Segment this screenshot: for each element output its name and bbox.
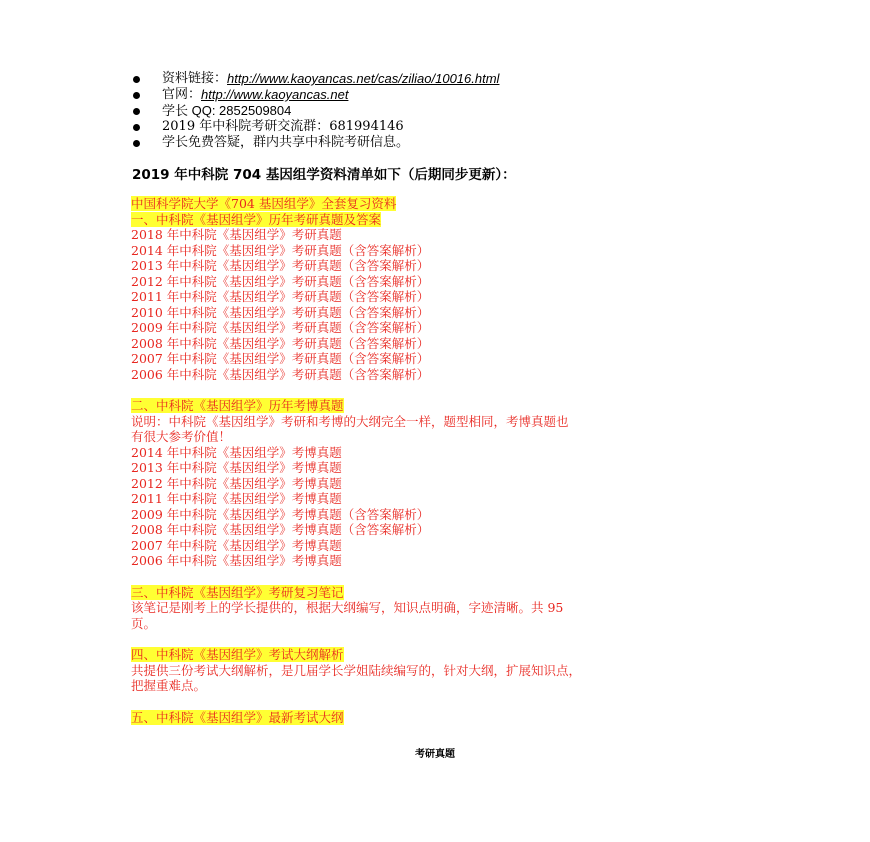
section-2-note: 有很大参考价值！ [131, 429, 232, 444]
list-item: 2011 年中科院《基因组学》考博真题 [131, 491, 342, 506]
list-item: 2006 年中科院《基因组学》考博真题 [131, 553, 342, 568]
list-item: 2012 年中科院《基因组学》考博真题 [131, 475, 342, 491]
contact-list [133, 71, 499, 151]
list-item: 2008 年中科院《基因组学》考研真题（含答案解析） [131, 335, 430, 351]
list-item: 2013 年中科院《基因组学》考博真题 [131, 460, 342, 475]
resource-link[interactable]: http://www.kaoyancas.net/cas/ziliao/10016.html [227, 71, 500, 86]
group-contact: 2019 年中科院考研交流群：681994146 [162, 119, 404, 134]
bullet-icon [133, 140, 140, 147]
list-item: 2009 年中科院《基因组学》考博真题（含答案解析） [131, 506, 430, 522]
material-list [131, 196, 581, 725]
section-1-title: 一、中科院《基因组学》历年考研真题及答案 [131, 211, 382, 227]
bullet-icon [133, 124, 140, 131]
free-qa-note: 学长免费答疑，群内共享中科院考研信息。 [162, 135, 410, 150]
package-title: 中国科学院大学《704 基因组学》全套复习资料 [131, 196, 397, 211]
list-item [133, 135, 499, 151]
list-item: 2011 年中科院《基因组学》考研真题（含答案解析） [131, 289, 430, 304]
list-item: 2007 年中科院《基因组学》考研真题（含答案解析） [131, 351, 430, 366]
resource-link-label: 资料链接： [162, 71, 228, 86]
list-item: 2018 年中科院《基因组学》考研真题 [131, 227, 342, 242]
section-4-desc: 共提供三份考试大纲解析，是几届学长学姐陆续编写的，针对大纲，扩展知识点， [131, 662, 582, 678]
bullet-icon [133, 92, 140, 99]
list-item: 2009 年中科院《基因组学》考研真题（含答案解析） [131, 320, 430, 335]
section-2-title: 二、中科院《基因组学》历年考博真题 [131, 398, 344, 413]
page-footer: 考研真题 [415, 749, 455, 760]
section-2-note: 说明：中科院《基因组学》考研和考博的大纲完全一样，题型相同，考博真题也 [131, 413, 569, 429]
section-3-title: 三、中科院《基因组学》考研复习笔记 [131, 584, 344, 600]
website-label: 官网： [162, 87, 202, 102]
list-item [133, 71, 499, 87]
qq-contact: 学长 QQ: 2852509804 [162, 103, 292, 118]
list-item [133, 119, 499, 135]
section-4-title: 四、中科院《基因组学》考试大纲解析 [131, 647, 344, 662]
page-title: 2019 年中科院 704 基因组学资料清单如下（后期同步更新）： [132, 167, 516, 183]
list-item: 2014 年中科院《基因组学》考博真题 [131, 444, 342, 460]
bullet-icon [133, 76, 140, 83]
list-item [133, 103, 499, 119]
section-3-desc: 该笔记是刚考上的学长提供的，根据大纲编写，知识点明确，字迹清晰。共 95 [131, 600, 564, 615]
list-item: 2010 年中科院《基因组学》考研真题（含答案解析） [131, 304, 430, 320]
list-item: 2013 年中科院《基因组学》考研真题（含答案解析） [131, 258, 430, 273]
list-item: 2007 年中科院《基因组学》考博真题 [131, 537, 342, 553]
website-link[interactable]: http://www.kaoyancas.net [201, 87, 349, 102]
list-item: 2008 年中科院《基因组学》考博真题（含答案解析） [131, 522, 430, 537]
bullet-icon [133, 108, 140, 115]
list-item: 2006 年中科院《基因组学》考研真题（含答案解析） [131, 366, 430, 382]
section-4-desc: 把握重难点。 [131, 678, 207, 693]
list-item: 2014 年中科院《基因组学》考研真题（含答案解析） [131, 242, 430, 258]
section-3-desc: 页。 [131, 615, 157, 631]
list-item: 2012 年中科院《基因组学》考研真题（含答案解析） [131, 273, 430, 289]
list-item [133, 87, 499, 103]
section-5-title: 五、中科院《基因组学》最新考试大纲 [131, 709, 344, 725]
